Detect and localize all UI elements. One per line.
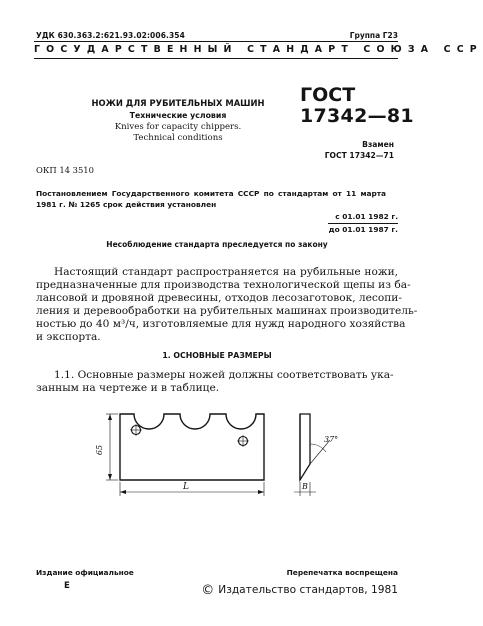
height-dimension bbox=[106, 414, 118, 480]
intro-line: ностью до 40 м³/ч, изготовляемые для нужд народного хозяйства bbox=[36, 318, 406, 331]
copyright-notice bbox=[201, 583, 398, 598]
replaces-label: Взамен bbox=[362, 140, 394, 149]
height-label: 65 bbox=[95, 444, 104, 456]
section-heading: 1. ОСНОВНЫЕ РАЗМЕРЫ bbox=[162, 351, 272, 360]
document-subtitle: Технические условия bbox=[129, 111, 227, 120]
group-code: Группа Г23 bbox=[349, 31, 398, 40]
copyright-text: Издательство стандартов, 1981 bbox=[218, 584, 398, 596]
legal-warning: Несоблюдение стандарта преследуется по закону bbox=[106, 240, 328, 249]
knife-drawing bbox=[36, 400, 376, 530]
replaces-standard: ГОСТ 17342—71 bbox=[324, 151, 394, 160]
header-rule-bottom bbox=[34, 58, 398, 59]
knife-side-profile bbox=[300, 414, 310, 480]
intro-line: ления и деревообработки на рубительных машинах производитель- bbox=[36, 305, 418, 318]
english-title-line-1: Knives for capacity chippers. bbox=[114, 122, 242, 132]
decree-line-1: Постановлением Государственного комитета СССР по стандартам от 11 марта bbox=[36, 189, 387, 198]
header-rule-top bbox=[34, 41, 398, 42]
clause-line: 1.1. Основные размеры ножей должны соответствовать ука- bbox=[54, 369, 394, 381]
angle-label: 37° bbox=[324, 435, 339, 444]
reprint-prohibited: Перепечатка воспрещена bbox=[286, 568, 398, 577]
clause-line: занным на чертеже и в таблице. bbox=[36, 382, 220, 394]
clause-1-1 bbox=[36, 369, 398, 395]
decree-line-2: 1981 г. № 1265 срок действия установлен bbox=[36, 200, 217, 209]
length-dimension bbox=[120, 482, 264, 496]
validity-to: до 01.01 1987 г. bbox=[328, 225, 398, 234]
mounting-hole-right bbox=[237, 435, 249, 447]
length-label: L bbox=[183, 482, 189, 492]
state-standard-banner: ГОСУДАРСТВЕННЫЙ СТАНДАРТ СОЮЗА ССР bbox=[34, 44, 483, 55]
okp-code: ОКП 14 3510 bbox=[36, 165, 94, 175]
intro-line: лансовой и дровяной древесины, отходов лесозаготовок, лесопи- bbox=[36, 292, 402, 305]
validity-from: с 01.01 1982 г. bbox=[335, 212, 398, 221]
udk-code: УДК 630.363.2:621.93.02:006.354 bbox=[36, 31, 185, 40]
english-title-line-2: Technical conditions bbox=[133, 133, 223, 143]
intro-line: Настоящий стандарт распространяется на рубильные ножи, bbox=[54, 266, 398, 278]
intro-paragraph bbox=[36, 266, 418, 345]
price-mark: Е bbox=[64, 581, 70, 591]
thickness-label: B bbox=[302, 482, 308, 491]
gost-label: ГОСТ bbox=[300, 84, 356, 106]
gost-number: 17342—81 bbox=[300, 105, 414, 127]
document-title: НОЖИ ДЛЯ РУБИТЕЛЬНЫХ МАШИН bbox=[91, 98, 265, 108]
intro-line: предназначенные для производства технологической щепы из ба- bbox=[36, 279, 411, 292]
copyright-symbol: © bbox=[201, 583, 215, 598]
validity-divider bbox=[328, 223, 398, 224]
intro-line: и экспорта. bbox=[36, 331, 101, 344]
knife-outline bbox=[120, 414, 264, 480]
official-edition: Издание официальное bbox=[36, 568, 134, 577]
